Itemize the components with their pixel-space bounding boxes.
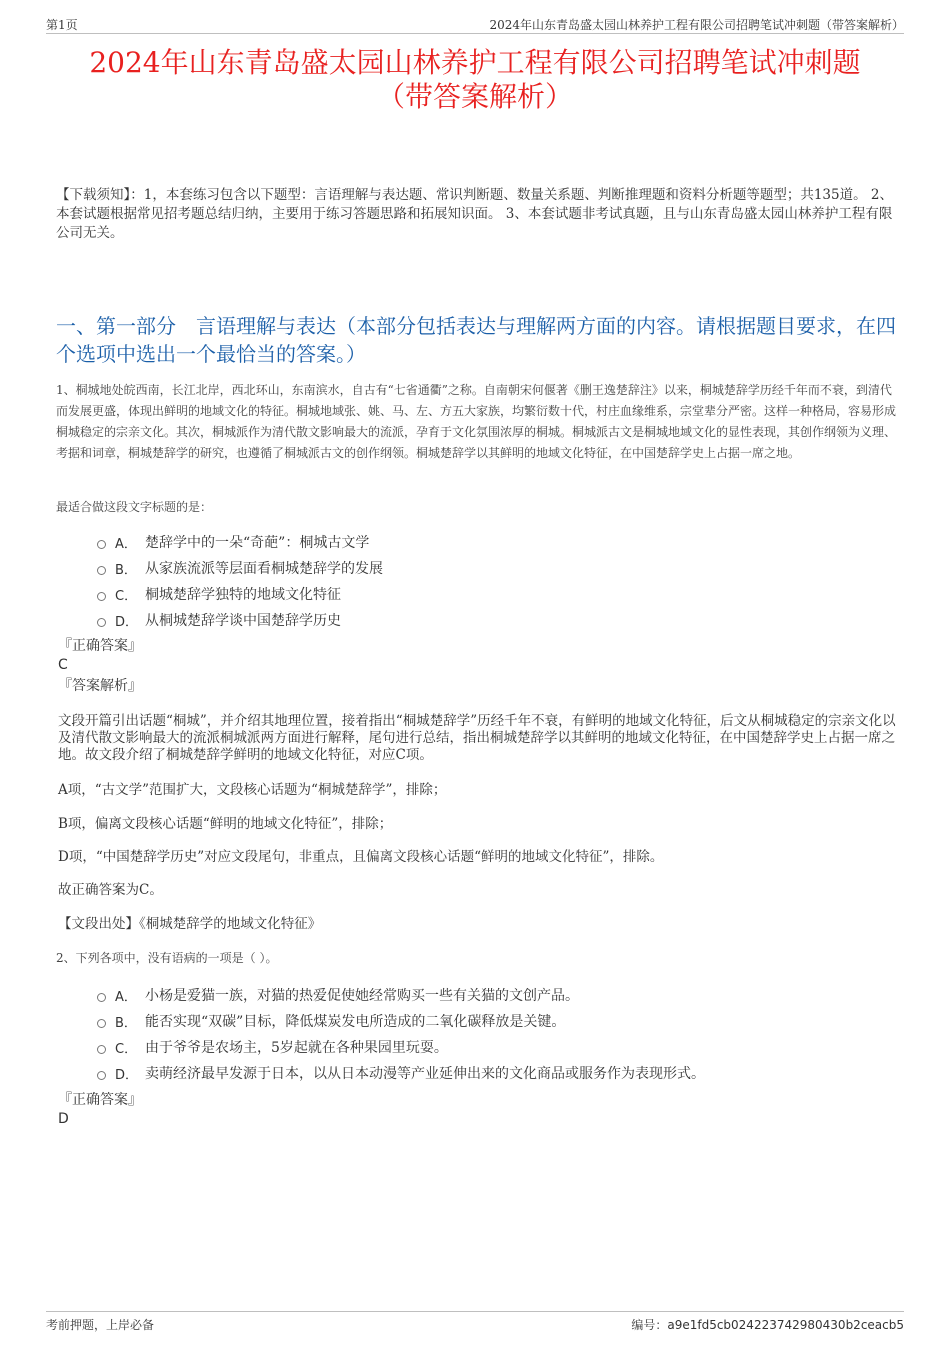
analysis-label: 『答案解析』 [58,678,142,694]
option-letter: D． [115,614,139,630]
footer-slogan: 考前押题，上岸必备 [46,1318,155,1332]
document-title [40,46,910,114]
radio-button[interactable] [97,1045,106,1054]
option-c[interactable] [97,581,383,607]
page-footer [46,1311,904,1331]
option-c[interactable] [97,1034,705,1060]
page-number: 第1页 [46,18,78,32]
answer-label: 『正确答案』 [58,1092,142,1108]
radio-button[interactable] [97,1071,106,1080]
radio-button[interactable] [97,592,106,601]
title-line-2: （带答案解析） [376,80,573,113]
option-a[interactable] [97,529,383,555]
analysis-paragraph: 文段开篇引出话题“桐城”，并介绍其地理位置，接着指出“桐城楚辞学”历经千年不衰，有鲜明的地域文化特征，后文从桐城稳定的宗亲文化以及清代散文影响最大的流派桐城派两方面进行解释，尾句进行总结，指出桐城楚辞学以其鲜明的地域文化特征，在中国楚辞学史上占据一席之地。故文段介绍了桐城楚辞学鲜明的地域文化特征，对应C项。 [58,713,896,763]
option-text: 能否实现“双碳”目标，降低煤炭发电所造成的二氧化碳释放是关键。 [145,1014,566,1030]
analysis-conclusion: 故正确答案为C。 [58,882,163,898]
passage-source: 【文段出处】《桐城楚辞学的地域文化特征》 [58,916,322,932]
option-a[interactable] [97,982,705,1008]
footer-code [631,1316,904,1333]
title-line-1: 2024年山东青岛盛太园山林养护工程有限公司招聘笔试冲刺题 [89,46,861,79]
answer-value: C [58,657,68,673]
option-b[interactable] [97,555,383,581]
analysis-paragraph: D项，“中国楚辞学历史”对应文段尾句，非重点，且偏离文段核心话题“鲜明的地域文化特征”，排除。 [58,849,664,865]
answer-value: D [58,1111,69,1127]
option-text: 小杨是爱猫一族，对猫的热爱促使她经常购买一些有关猫的文创产品。 [145,988,579,1004]
header-doc-title: 2024年山东青岛盛太园山林养护工程有限公司招聘笔试冲刺题（带答案解析） [489,18,904,32]
option-letter: A． [115,536,137,552]
analysis-paragraph: A项，“古文学”范围扩大，文段核心话题为“桐城楚辞学”，排除； [58,782,447,798]
page-header [46,14,904,34]
radio-button[interactable] [97,618,106,627]
question-1-text: 1、桐城地处皖西南，长江北岸，西北环山，东南滨水，自古有“七省通衢”之称。自南朝宋何偃著《删王逸楚辞注》以来，桐城楚辞学历经千年而不衰，到清代而发展更盛，体现出鲜明的地域文化的特征。桐城地域张、姚、马、左、方五大家族，均繁衍数十代，村庄血缘维系，宗堂辈分严密。这样一种格局，容易形成桐城稳定的宗亲文化。其次，桐城派作为清代散文影响最大的流派，孕育于文化氛围浓厚的桐城。桐城派古文是桐城地域文化的显性表现，其创作纲领为义理、考据和词章，桐城楚辞学的研究，也遵循了桐城派古文的创作纲领。桐城楚辞学以其鲜明的地域文化特征，在中国楚辞学史上占据一席之地。 [56,383,897,460]
option-text: 桐城楚辞学独特的地域文化特征 [145,587,341,603]
option-d[interactable] [97,1060,705,1086]
option-letter: C． [115,1041,138,1057]
option-letter: B． [115,562,137,578]
option-text: 由于爷爷是农场主，5岁起就在各种果园里玩耍。 [145,1040,448,1056]
code-value: a9e1fd5cb024223742980430b2ceacb5 [667,1318,904,1332]
radio-button[interactable] [97,993,106,1002]
option-text: 从家族流派等层面看桐城楚辞学的发展 [145,561,383,577]
option-text: 从桐城楚辞学谈中国楚辞学历史 [145,613,341,629]
question-2-text: 2、下列各项中，没有语病的一项是（ ）。 [56,951,278,965]
option-text: 楚辞学中的一朵“奇葩”：桐城古文学 [145,535,370,551]
question-2-options [97,982,705,1086]
option-text: 卖萌经济最早发源于日本，以从日本动漫等产业延伸出来的文化商品或服务作为表现形式。 [145,1066,705,1082]
option-letter: A． [115,989,137,1005]
option-letter: B． [115,1015,137,1031]
analysis-paragraph: B项，偏离文段核心话题“鲜明的地域文化特征”，排除； [58,816,393,832]
question-1-options [97,529,383,633]
section-heading: 一、第一部分 言语理解与表达（本部分包括表达与理解两方面的内容。请根据题目要求，在四个选项中选出一个最恰当的答案。） [56,314,896,366]
code-label: 编号： [631,1318,668,1332]
option-d[interactable] [97,607,383,633]
option-b[interactable] [97,1008,705,1034]
question-1-prompt: 最适合做这段文字标题的是： [56,500,213,514]
option-letter: D． [115,1067,139,1083]
radio-button[interactable] [97,540,106,549]
option-letter: C． [115,588,138,604]
download-notice: 【下载须知】：1，本套练习包含以下题型：言语理解与表达题、常识判断题、数量关系题、判断推理题和资料分析题等题型；共135道。 2、本套试题根据常见招考题总结归纳，主要用于练习答题思路和拓展知识面。 3、本套试题非考试真题，且与山东青岛盛太园山林养护工程有限公司无关。 [56,187,893,241]
radio-button[interactable] [97,566,106,575]
answer-label: 『正确答案』 [58,638,142,654]
radio-button[interactable] [97,1019,106,1028]
